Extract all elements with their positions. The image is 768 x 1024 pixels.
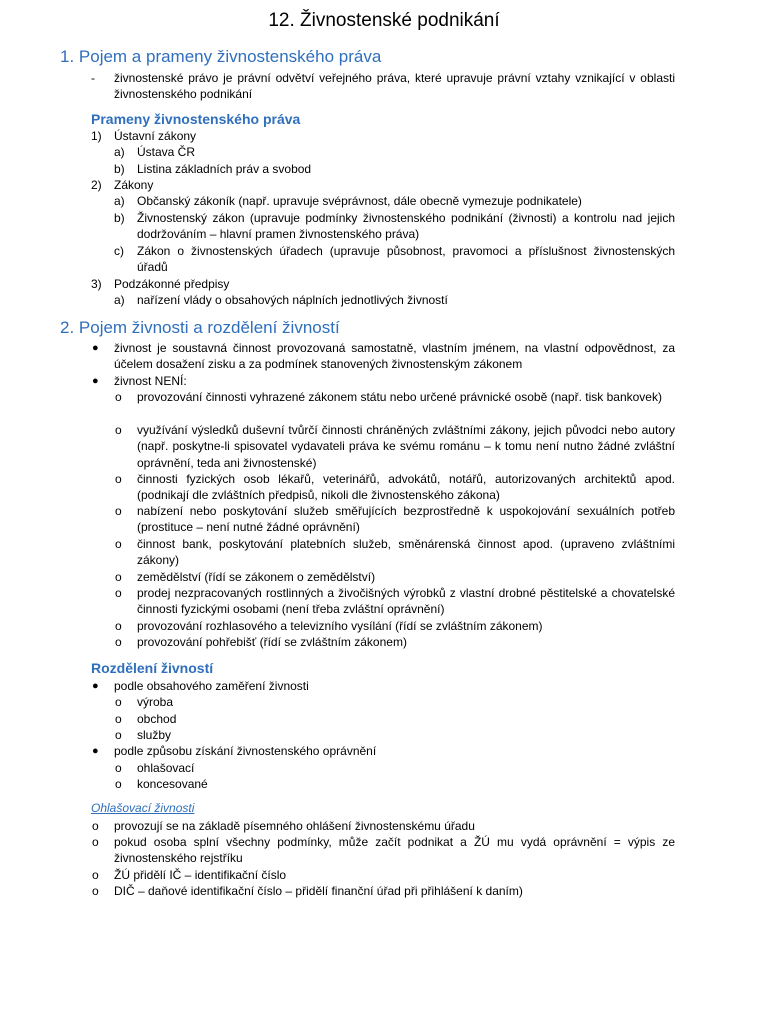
list-item-text: Živnostenský zákon (upravuje podmínky živnostenského podnikání (živnosti) a kontrolu nad jejich dodržováním – hlavní pramen živnostenského práva) [137,211,675,242]
circle-bullet-icon: o [92,884,99,898]
list-marker: a) [114,194,125,208]
intro-text: živnostenské právo je právní odvětví veřejného práva, které upravuje právní vztahy vznikající v oblasti živnostenského podnikání [114,71,675,102]
circle-bullet-icon: o [115,712,122,726]
list-item-text: Občanský zákoník (např. upravuje svéprávnost, dále obecně vymezuje podnikatele) [137,194,582,208]
list-item-text: podle obsahového zaměření živnosti [114,679,309,693]
list-marker: a) [114,293,125,307]
list-item-text: Listina základních práv a svobod [137,162,312,176]
list-item-text: provozují se na základě písemného ohlášení živnostenskému úřadu [114,819,475,833]
notify-heading: Ohlašovací živnosti [91,801,195,815]
circle-bullet-icon: o [115,761,122,775]
list-marker: b) [114,211,125,225]
section-2-heading: 2. Pojem živnosti a rozdělení živností [60,318,340,337]
list-marker: 1) [91,129,102,143]
bullet-icon: ● [92,745,99,757]
list-marker: 3) [91,277,102,291]
circle-bullet-icon: o [115,390,122,404]
list-item-text: využívání výsledků duševní tvůrčí činnosti chráněných zvláštními zákony, jejich původci nebo autory (např. poskytne-li spisovatel vydavateli práva ke svému románu – k tomu není nutno žádné zvláštní oprávnění, teda ani živnostenské) [137,423,675,470]
list-item-text: činnosti fyzických osob lékařů, veterinářů, advokátů, notářů, autorizovaných architektů apod. (podnikají dle zvláštních předpisů, nikoli dle živnostenského zákona) [137,472,675,503]
list-item-text: ŽÚ přidělí IČ – identifikační číslo [114,868,287,882]
definition-text: živnost je soustavná činnost provozovaná samostatně, vlastním jménem, na vlastní odpovědnost, za účelem dosažení zisku a za podmínek stanovených živnostenským zákonem [114,341,675,372]
list-item-text: živnost NENÍ: [114,374,187,388]
list-item-text: zemědělství (řídí se zákonem o zemědělství) [137,570,376,584]
circle-bullet-icon: o [115,537,122,551]
bullet-icon: ● [92,375,99,387]
list-item-text: výroba [137,695,174,709]
circle-bullet-icon: o [115,472,122,486]
list-item-text: provozování pohřebišť (řídí se zvláštním zákonem) [137,635,407,649]
list-item-text: prodej nezpracovaných rostlinných a živočišných výrobků z vlastní drobné pěstitelské a chovatelské činnosti fyzickými osobami (není třeba zvláštní oprávnění) [137,586,675,617]
circle-bullet-icon: o [115,586,122,600]
circle-bullet-icon: o [115,728,122,742]
bullet-icon: ● [92,680,99,692]
list-item-text: činnost bank, poskytování platebních služeb, směnárenská činnost apod. (upraveno zvláštními zákony) [137,537,675,568]
list-item-text: koncesované [137,777,208,791]
division-heading: Rozdělení živností [91,660,214,676]
list-item-text: Ústava ČR [137,145,196,159]
list-item-text: obchod [137,712,177,726]
list-item-text: Zákony [114,178,154,192]
page-title: 12. Živnostenské podnikání [268,10,500,31]
sources-heading: Prameny živnostenského práva [91,111,301,127]
section-1-heading: 1. Pojem a prameny živnostenského práva [60,47,382,66]
circle-bullet-icon: o [115,695,122,709]
list-item-text: podle způsobu získání živnostenského oprávnění [114,744,377,758]
circle-bullet-icon: o [115,635,122,649]
circle-bullet-icon: o [115,423,122,437]
list-item-text: Ústavní zákony [114,129,197,143]
list-item-text: DIČ – daňové identifikační číslo – přidělí finanční úřad při přihlášení k daním) [114,884,523,898]
list-marker: a) [114,145,125,159]
circle-bullet-icon: o [92,868,99,882]
list-marker: b) [114,162,125,176]
list-item-text: Zákon o živnostenských úřadech (upravuje působnost, pravomoci a příslušnost živnostenských úřadů [137,244,675,275]
list-marker: 2) [91,178,102,192]
list-marker: c) [114,244,124,258]
bullet-icon: ● [92,342,99,354]
list-item-text: nabízení nebo poskytování služeb směřujících bezprostředně k uspokojování sexuálních potřeb (prostituce – není nutné žádné oprávnění) [137,504,675,535]
list-item-text: Podzákonné předpisy [114,277,230,291]
circle-bullet-icon: o [115,570,122,584]
list-item-text: ohlašovací [137,761,195,775]
list-item-text: nařízení vlády o obsahových náplních jednotlivých živností [137,293,448,307]
list-item-text: služby [137,728,172,742]
circle-bullet-icon: o [92,819,99,833]
circle-bullet-icon: o [115,504,122,518]
list-item-text: provozování činnosti vyhrazené zákonem státu nebo určené právnické osobě (např. tisk bankovek) [137,390,662,404]
list-item-text: pokud osoba splní všechny podmínky, může začít podnikat a ŽÚ mu vydá oprávnění = výpis ze živnostenského rejstříku [114,835,675,866]
circle-bullet-icon: o [115,777,122,791]
circle-bullet-icon: o [115,619,122,633]
circle-bullet-icon: o [92,835,99,849]
dash-marker: - [91,71,95,85]
list-item-text: provozování rozhlasového a televizního vysílání (řídí se zvláštním zákonem) [137,619,543,633]
